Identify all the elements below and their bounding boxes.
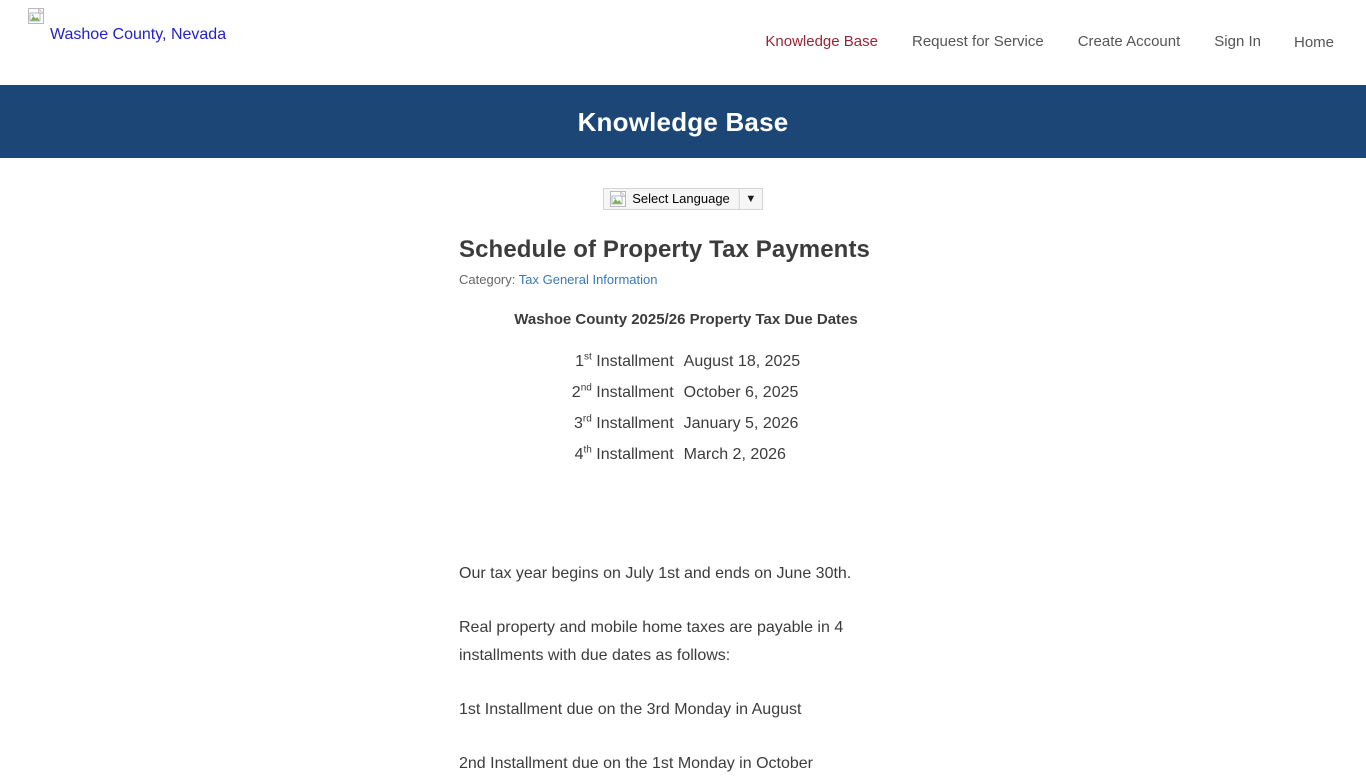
table-row xyxy=(572,439,800,470)
installment-suffix: st xyxy=(584,351,592,363)
installment-word: Installment xyxy=(596,384,674,401)
content-area xyxy=(0,158,1366,778)
installment-word: Installment xyxy=(596,353,674,370)
site-logo-alt-text: Washoe County, Nevada xyxy=(50,26,227,43)
installment-suffix: th xyxy=(583,444,592,456)
category-link[interactable]: Tax General Information xyxy=(518,272,658,287)
article-paragraph: 2nd Installment due on the 1st Monday in October xyxy=(459,755,813,772)
installment-cell xyxy=(572,346,684,377)
nav-item-home[interactable]: Home xyxy=(1293,34,1334,51)
due-date-cell: March 2, 2026 xyxy=(683,446,786,463)
article-title: Schedule of Property Tax Payments xyxy=(459,236,870,263)
installment-ordinal: 4 xyxy=(574,446,584,463)
article-paragraph: Our tax year begins on July 1st and ends on June 30th. xyxy=(459,565,852,582)
due-dates-table xyxy=(572,346,800,470)
table-row xyxy=(572,408,800,439)
installment-cell xyxy=(572,408,684,439)
article-paragraph: Real property and mobile home taxes are payable in 4 installments with due dates as follows: xyxy=(459,619,844,664)
article-body xyxy=(459,560,913,778)
table-row xyxy=(572,377,800,408)
installment-suffix: nd xyxy=(580,382,592,394)
article-paragraph: 1st Installment due on the 3rd Monday in August xyxy=(459,701,802,718)
nav-item-create-account[interactable]: Create Account xyxy=(1077,33,1181,50)
due-dates-heading: Washoe County 2025/26 Property Tax Due Dates xyxy=(514,311,858,328)
page-banner xyxy=(0,85,1366,158)
nav-item-knowledge-base[interactable]: Knowledge Base xyxy=(765,33,878,50)
language-selector-label: Select Language xyxy=(632,191,730,206)
article xyxy=(453,236,913,778)
due-date-cell: October 6, 2025 xyxy=(683,384,799,401)
due-date-cell: January 5, 2026 xyxy=(683,415,799,432)
site-logo-link[interactable] xyxy=(28,8,226,44)
category-label: Category: xyxy=(459,272,516,287)
installment-word: Installment xyxy=(596,446,674,463)
nav-item-request-for-service[interactable]: Request for Service xyxy=(911,33,1044,50)
main-navigation xyxy=(748,0,1346,85)
due-dates-block xyxy=(459,310,913,470)
installment-ordinal: 3 xyxy=(574,415,583,432)
installment-cell xyxy=(572,439,684,470)
installment-ordinal: 2 xyxy=(571,384,581,401)
article-category xyxy=(459,272,913,288)
language-selector[interactable] xyxy=(603,188,763,210)
site-header xyxy=(0,0,1366,85)
installment-ordinal: 1 xyxy=(575,353,585,370)
broken-image-icon xyxy=(28,8,44,24)
translate-row xyxy=(0,188,1366,210)
installment-suffix: rd xyxy=(582,413,592,425)
table-row xyxy=(572,346,800,377)
installment-cell xyxy=(572,377,684,408)
broken-image-icon xyxy=(610,191,626,207)
chevron-down-icon[interactable]: ▼ xyxy=(745,193,757,205)
due-date-cell: August 18, 2025 xyxy=(683,353,801,370)
nav-item-sign-in[interactable]: Sign In xyxy=(1214,33,1261,50)
installment-word: Installment xyxy=(596,415,674,432)
page-title: Knowledge Base xyxy=(577,106,789,137)
